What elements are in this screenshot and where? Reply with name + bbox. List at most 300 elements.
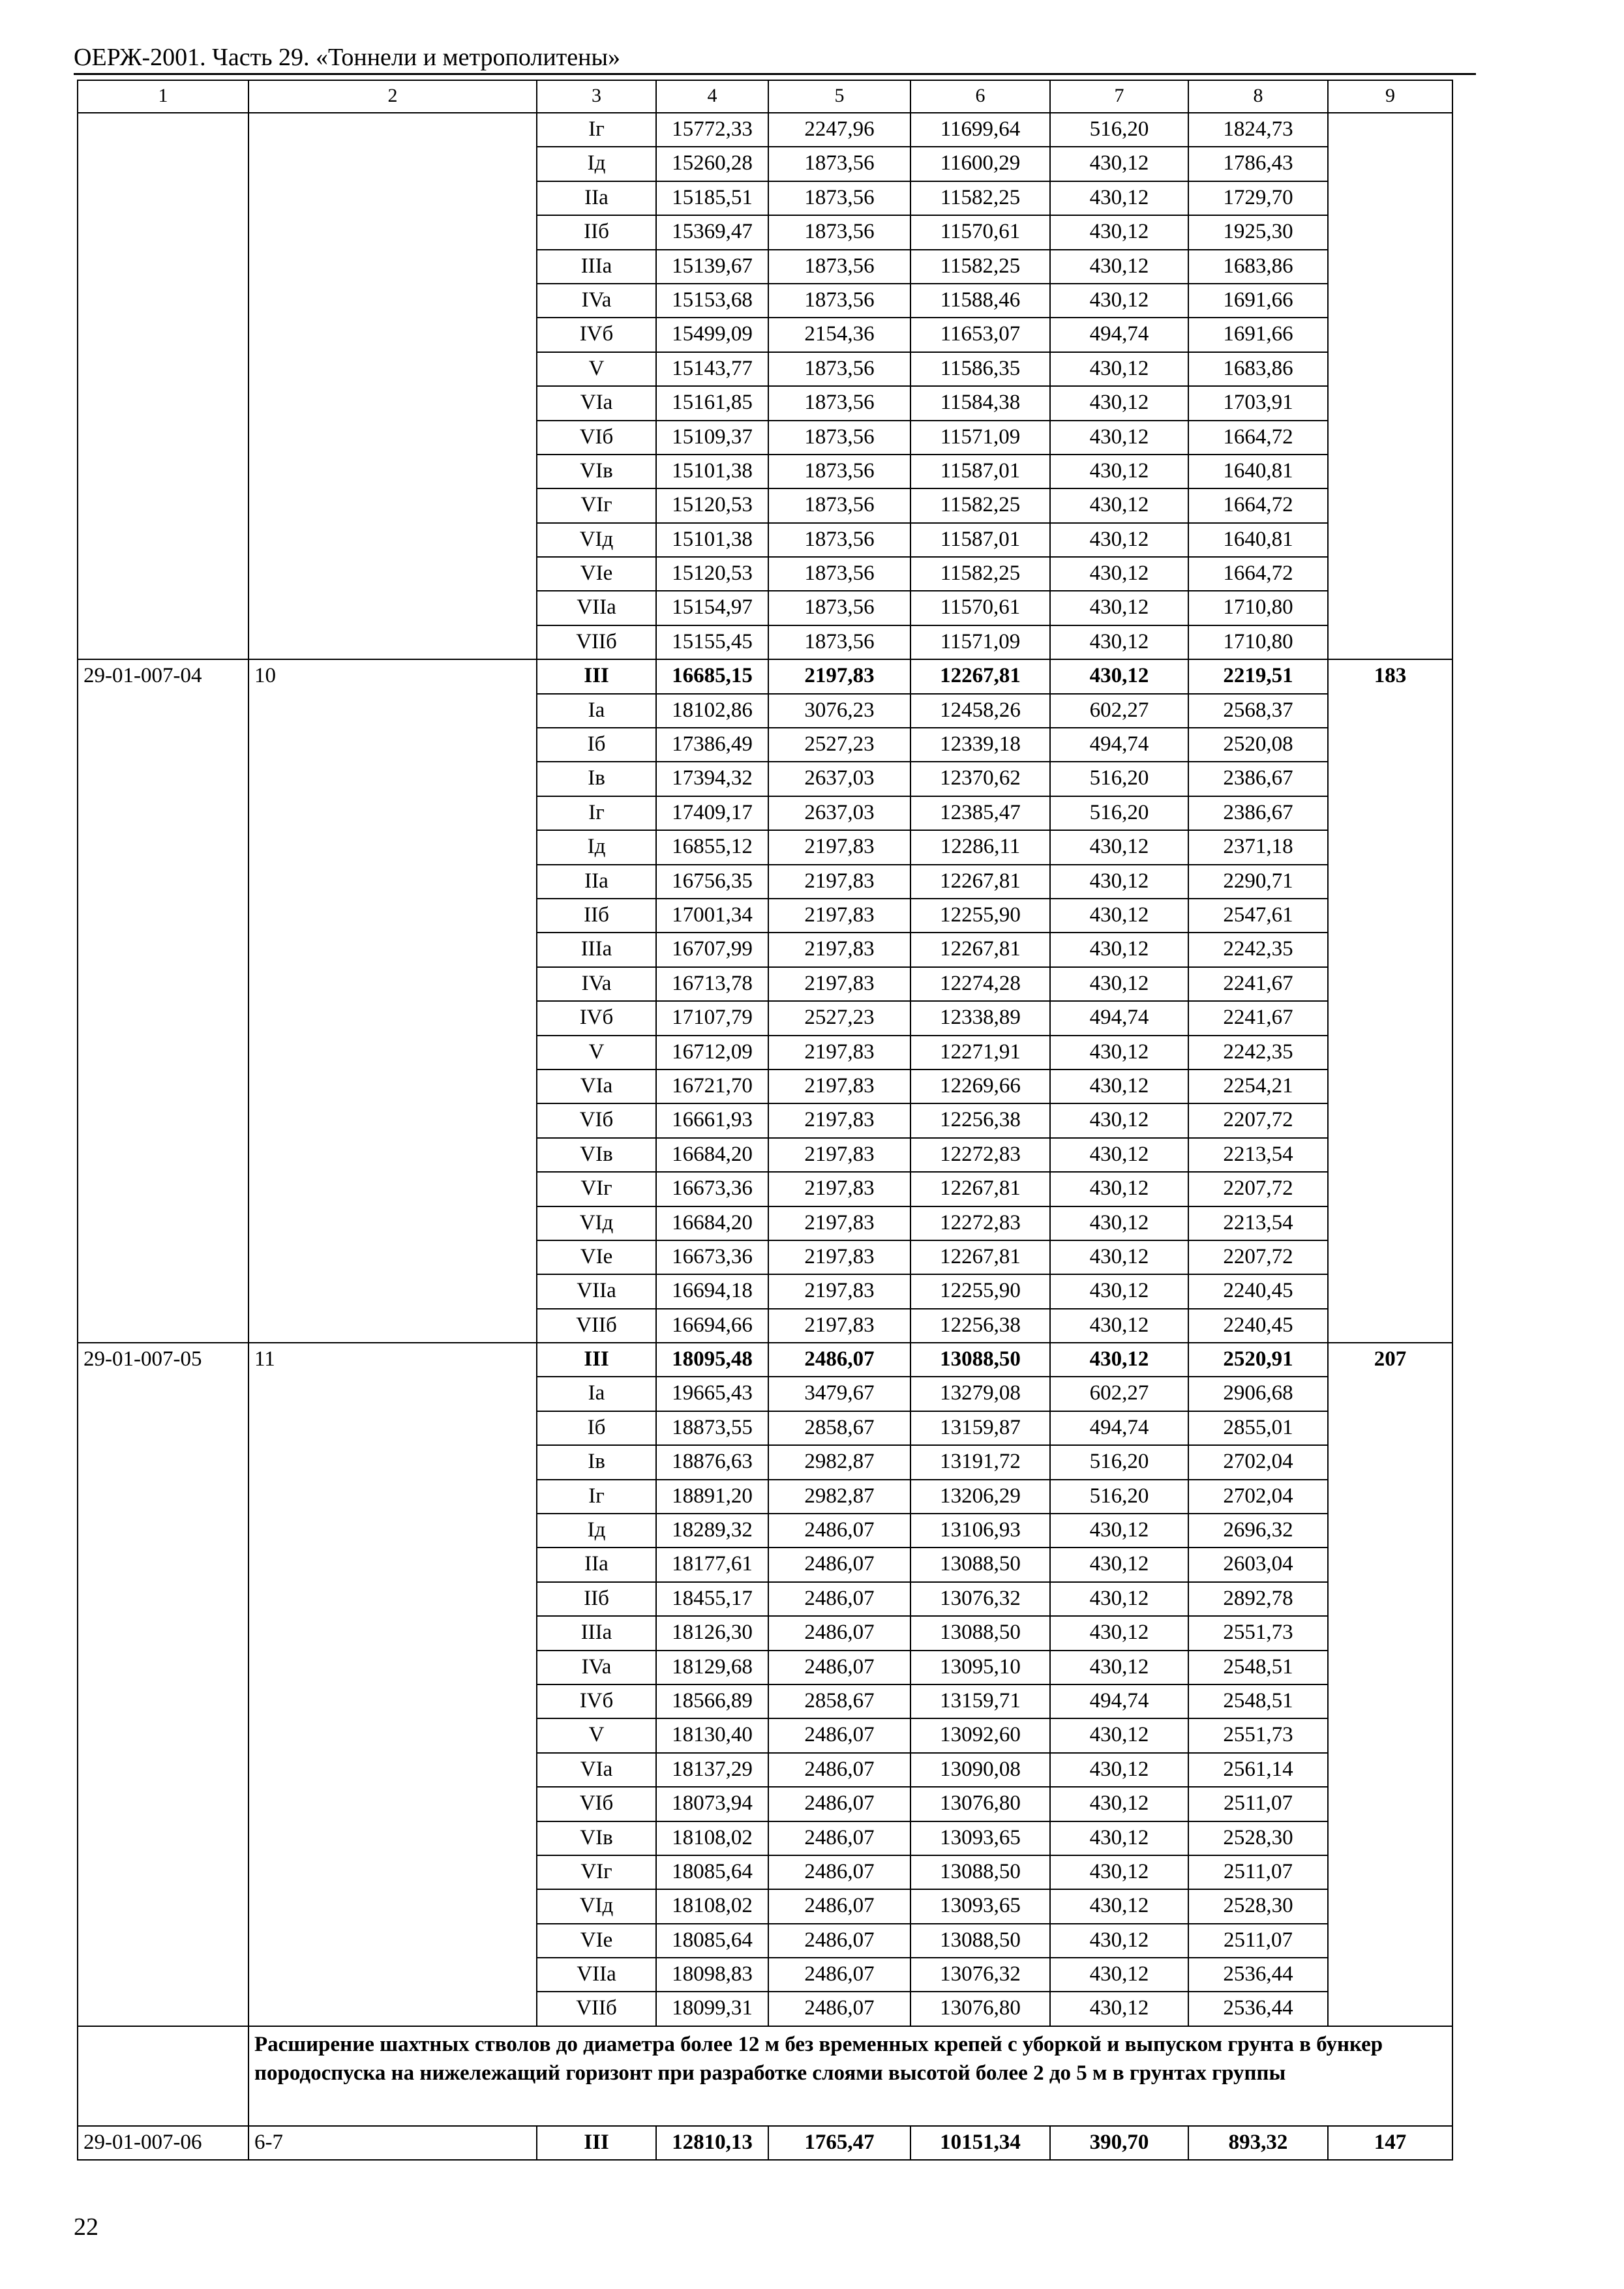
col9-cell xyxy=(1328,1138,1452,1172)
table-row xyxy=(78,1582,1452,1616)
cost-cell: 2486,07 xyxy=(768,1855,910,1889)
rock-category-cell: VIв xyxy=(537,1821,656,1855)
cost-cell: 1710,80 xyxy=(1188,625,1328,659)
col9-cell xyxy=(1328,796,1452,830)
rock-category-cell: IIIa xyxy=(537,933,656,966)
cost-cell: 1691,66 xyxy=(1188,284,1328,318)
code-cell xyxy=(78,1172,248,1206)
cost-cell: 16673,36 xyxy=(656,1240,768,1274)
code-cell xyxy=(78,1616,248,1650)
code-cell xyxy=(78,1582,248,1616)
cost-cell: 17386,49 xyxy=(656,728,768,762)
cost-cell: 2197,83 xyxy=(768,1309,910,1343)
cost-cell: 11699,64 xyxy=(910,113,1050,147)
cost-cell: 2486,07 xyxy=(768,1958,910,1992)
soil-group-cell xyxy=(248,113,537,147)
col9-cell xyxy=(1328,147,1452,181)
col9-cell xyxy=(1328,523,1452,557)
col9-cell xyxy=(1328,625,1452,659)
cost-cell: 11587,01 xyxy=(910,523,1050,557)
cost-cell: 2197,83 xyxy=(768,899,910,933)
soil-group-cell xyxy=(248,1651,537,1684)
table-row xyxy=(78,147,1452,181)
code-cell xyxy=(78,1924,248,1958)
col9-cell xyxy=(1328,1582,1452,1616)
table-row xyxy=(78,1309,1452,1343)
rock-category-cell: IVб xyxy=(537,1001,656,1035)
col9-cell xyxy=(1328,899,1452,933)
cost-cell: 2154,36 xyxy=(768,318,910,352)
col9-cell xyxy=(1328,1377,1452,1411)
col9-cell xyxy=(1328,1240,1452,1274)
table-row xyxy=(78,1206,1452,1240)
table-row xyxy=(78,1036,1452,1070)
soil-group-cell: 6-7 xyxy=(248,2126,537,2160)
cost-cell: 18137,29 xyxy=(656,1753,768,1787)
code-cell xyxy=(78,352,248,386)
cost-cell: 1873,56 xyxy=(768,284,910,318)
cost-cell: 430,12 xyxy=(1050,1103,1188,1137)
col9-cell xyxy=(1328,318,1452,352)
table-row xyxy=(78,796,1452,830)
cost-cell: 16721,70 xyxy=(656,1070,768,1103)
col9-cell xyxy=(1328,1411,1452,1445)
col9-cell: 147 xyxy=(1328,2126,1452,2160)
cost-cell: 13088,50 xyxy=(910,1855,1050,1889)
rock-category-cell: Iд xyxy=(537,1514,656,1548)
cost-cell: 13076,32 xyxy=(910,1582,1050,1616)
cost-cell: 1664,72 xyxy=(1188,421,1328,455)
soil-group-cell xyxy=(248,1821,537,1855)
cost-cell: 1873,56 xyxy=(768,455,910,488)
soil-group-cell xyxy=(248,1172,537,1206)
col9-cell xyxy=(1328,1103,1452,1137)
cost-cell: 12267,81 xyxy=(910,659,1050,693)
soil-group-cell xyxy=(248,488,537,522)
code-cell xyxy=(78,1445,248,1479)
cost-cell: 2240,45 xyxy=(1188,1309,1328,1343)
cost-cell: 2511,07 xyxy=(1188,1924,1328,1958)
code-cell xyxy=(78,215,248,249)
cost-cell: 12255,90 xyxy=(910,899,1050,933)
cost-cell: 2551,73 xyxy=(1188,1616,1328,1650)
column-number: 1 xyxy=(78,80,248,113)
cost-cell: 15185,51 xyxy=(656,181,768,215)
code-cell xyxy=(78,1753,248,1787)
table-row xyxy=(78,455,1452,488)
rock-category-cell: V xyxy=(537,352,656,386)
col9-cell xyxy=(1328,1651,1452,1684)
cost-cell: 18129,68 xyxy=(656,1651,768,1684)
col9-cell xyxy=(1328,1445,1452,1479)
cost-cell: 2548,51 xyxy=(1188,1684,1328,1718)
cost-cell: 1873,56 xyxy=(768,591,910,625)
cost-cell: 12256,38 xyxy=(910,1309,1050,1343)
cost-cell: 2486,07 xyxy=(768,1343,910,1377)
cost-cell: 13088,50 xyxy=(910,1343,1050,1377)
cost-cell: 2858,67 xyxy=(768,1684,910,1718)
column-number: 5 xyxy=(768,80,910,113)
col9-cell xyxy=(1328,1480,1452,1514)
cost-cell: 18876,63 xyxy=(656,1445,768,1479)
cost-cell: 2386,67 xyxy=(1188,762,1328,796)
code-cell xyxy=(78,147,248,181)
cost-cell: 430,12 xyxy=(1050,1206,1188,1240)
cost-cell: 15101,38 xyxy=(656,455,768,488)
cost-cell: 2702,04 xyxy=(1188,1480,1328,1514)
col9-cell xyxy=(1328,1036,1452,1070)
cost-cell: 18126,30 xyxy=(656,1616,768,1650)
cost-cell: 12370,62 xyxy=(910,762,1050,796)
rock-category-cell: Iг xyxy=(537,796,656,830)
rock-category-cell: Iг xyxy=(537,1480,656,1514)
cost-cell: 516,20 xyxy=(1050,1445,1188,1479)
cost-cell: 16707,99 xyxy=(656,933,768,966)
cost-cell: 1765,47 xyxy=(768,2126,910,2160)
cost-cell: 1824,73 xyxy=(1188,113,1328,147)
soil-group-cell xyxy=(248,1958,537,1992)
soil-group-cell xyxy=(248,796,537,830)
table-row xyxy=(78,591,1452,625)
rock-category-cell: VIIб xyxy=(537,625,656,659)
cost-cell: 430,12 xyxy=(1050,1309,1188,1343)
cost-cell: 12286,11 xyxy=(910,830,1050,864)
soil-group-cell xyxy=(248,899,537,933)
table-row xyxy=(78,352,1452,386)
table-row xyxy=(78,1411,1452,1445)
soil-group-cell xyxy=(248,1616,537,1650)
cost-cell: 430,12 xyxy=(1050,1343,1188,1377)
col9-cell xyxy=(1328,1514,1452,1548)
cost-cell: 18098,83 xyxy=(656,1958,768,1992)
cost-cell: 2527,23 xyxy=(768,728,910,762)
rock-category-cell: Iб xyxy=(537,728,656,762)
col9-cell xyxy=(1328,762,1452,796)
cost-cell: 18177,61 xyxy=(656,1548,768,1581)
rock-category-cell: VIIa xyxy=(537,591,656,625)
soil-group-cell xyxy=(248,1718,537,1752)
table-row xyxy=(78,1651,1452,1684)
cost-cell: 494,74 xyxy=(1050,1001,1188,1035)
cost-cell: 1786,43 xyxy=(1188,147,1328,181)
cost-cell: 13159,87 xyxy=(910,1411,1050,1445)
cost-cell: 13092,60 xyxy=(910,1718,1050,1752)
cost-cell: 430,12 xyxy=(1050,1718,1188,1752)
table-row xyxy=(78,1616,1452,1650)
column-number-row xyxy=(78,80,1452,113)
soil-group-cell xyxy=(248,181,537,215)
col9-cell xyxy=(1328,352,1452,386)
cost-cell: 15120,53 xyxy=(656,488,768,522)
cost-cell: 18455,17 xyxy=(656,1582,768,1616)
rock-category-cell: Iб xyxy=(537,1411,656,1445)
cost-cell: 12458,26 xyxy=(910,694,1050,728)
col9-cell xyxy=(1328,386,1452,420)
cost-cell: 15499,09 xyxy=(656,318,768,352)
cost-cell: 430,12 xyxy=(1050,352,1188,386)
cost-cell: 1873,56 xyxy=(768,557,910,591)
cost-cell: 16661,93 xyxy=(656,1103,768,1137)
cost-cell: 494,74 xyxy=(1050,318,1188,352)
cost-cell: 2197,83 xyxy=(768,1138,910,1172)
cost-cell: 16694,66 xyxy=(656,1309,768,1343)
rock-category-cell: VIд xyxy=(537,1206,656,1240)
soil-group-cell xyxy=(248,1206,537,1240)
cost-cell: 2242,35 xyxy=(1188,1036,1328,1070)
cost-cell: 430,12 xyxy=(1050,830,1188,864)
rock-category-cell: IVa xyxy=(537,967,656,1001)
code-cell xyxy=(78,1855,248,1889)
rock-category-cell: IVб xyxy=(537,318,656,352)
column-number: 4 xyxy=(656,80,768,113)
cost-cell: 1729,70 xyxy=(1188,181,1328,215)
column-number: 2 xyxy=(248,80,537,113)
cost-cell: 12385,47 xyxy=(910,796,1050,830)
cost-cell: 18566,89 xyxy=(656,1684,768,1718)
cost-cell: 12267,81 xyxy=(910,865,1050,899)
col9-cell xyxy=(1328,488,1452,522)
col9-cell xyxy=(1328,284,1452,318)
cost-cell: 2197,83 xyxy=(768,1206,910,1240)
cost-cell: 15109,37 xyxy=(656,421,768,455)
cost-cell: 15155,45 xyxy=(656,625,768,659)
rock-category-cell: Iд xyxy=(537,147,656,181)
rock-category-cell: VIe xyxy=(537,557,656,591)
code-cell xyxy=(78,1548,248,1581)
cost-cell: 2511,07 xyxy=(1188,1855,1328,1889)
cost-cell: 2603,04 xyxy=(1188,1548,1328,1581)
table-row xyxy=(78,113,1452,147)
soil-group-cell xyxy=(248,1684,537,1718)
cost-cell: 1664,72 xyxy=(1188,557,1328,591)
cost-cell: 430,12 xyxy=(1050,455,1188,488)
table-row xyxy=(78,933,1452,966)
cost-cell: 2197,83 xyxy=(768,1103,910,1137)
cost-cell: 2207,72 xyxy=(1188,1103,1328,1137)
cost-cell: 13076,32 xyxy=(910,1958,1050,1992)
cost-cell: 1640,81 xyxy=(1188,455,1328,488)
cost-cell: 15772,33 xyxy=(656,113,768,147)
table-row xyxy=(78,899,1452,933)
cost-cell: 430,12 xyxy=(1050,1172,1188,1206)
blank-cell xyxy=(78,2026,248,2126)
rock-category-cell: IIa xyxy=(537,181,656,215)
col9-cell xyxy=(1328,591,1452,625)
cost-cell: 12274,28 xyxy=(910,967,1050,1001)
cost-cell: 16673,36 xyxy=(656,1172,768,1206)
rock-category-cell: VIг xyxy=(537,488,656,522)
column-number: 6 xyxy=(910,80,1050,113)
cost-cell: 430,12 xyxy=(1050,386,1188,420)
cost-cell: 18085,64 xyxy=(656,1924,768,1958)
cost-cell: 2568,37 xyxy=(1188,694,1328,728)
cost-cell: 2197,83 xyxy=(768,967,910,1001)
code-cell xyxy=(78,1377,248,1411)
cost-cell: 430,12 xyxy=(1050,1992,1188,2026)
rock-category-cell: Iв xyxy=(537,1445,656,1479)
cost-cell: 494,74 xyxy=(1050,1411,1188,1445)
soil-group-cell xyxy=(248,250,537,284)
rock-category-cell: Iв xyxy=(537,762,656,796)
col9-cell xyxy=(1328,1718,1452,1752)
cost-cell: 1873,56 xyxy=(768,215,910,249)
cost-cell: 2242,35 xyxy=(1188,933,1328,966)
rock-category-cell: VIд xyxy=(537,523,656,557)
col9-cell xyxy=(1328,1548,1452,1581)
rock-category-cell: Ia xyxy=(537,694,656,728)
code-cell xyxy=(78,1787,248,1821)
cost-cell: 2486,07 xyxy=(768,1718,910,1752)
code-cell xyxy=(78,250,248,284)
cost-cell: 430,12 xyxy=(1050,523,1188,557)
rock-category-cell: IVa xyxy=(537,1651,656,1684)
cost-cell: 430,12 xyxy=(1050,1958,1188,1992)
cost-cell: 2241,67 xyxy=(1188,967,1328,1001)
code-cell xyxy=(78,1480,248,1514)
cost-cell: 11653,07 xyxy=(910,318,1050,352)
cost-cell: 390,70 xyxy=(1050,2126,1188,2160)
col9-cell xyxy=(1328,421,1452,455)
code-cell xyxy=(78,1240,248,1274)
cost-cell: 2486,07 xyxy=(768,1616,910,1650)
rock-category-cell: Ia xyxy=(537,1377,656,1411)
section-description: Расширение шахтных стволов до диаметра более 12 м без временных крепей с уборкой и выпуском грунта в бункер породоспуска на нижележащий горизонт при разработке слоями высотой более 2 до 5 м в грунтах группы xyxy=(248,2026,1452,2126)
table-row xyxy=(78,1445,1452,1479)
cost-cell: 2520,91 xyxy=(1188,1343,1328,1377)
cost-cell: 16756,35 xyxy=(656,865,768,899)
section-description-row xyxy=(78,2026,1452,2126)
cost-cell: 15101,38 xyxy=(656,523,768,557)
code-cell xyxy=(78,625,248,659)
soil-group-cell xyxy=(248,352,537,386)
col9-cell xyxy=(1328,1855,1452,1889)
cost-cell: 2486,07 xyxy=(768,1992,910,2026)
cost-cell: 2536,44 xyxy=(1188,1958,1328,1992)
table-row xyxy=(78,625,1452,659)
cost-cell: 430,12 xyxy=(1050,215,1188,249)
column-number: 7 xyxy=(1050,80,1188,113)
code-cell xyxy=(78,694,248,728)
table-row xyxy=(78,830,1452,864)
rock-category-cell: III xyxy=(537,2126,656,2160)
col9-cell xyxy=(1328,113,1452,147)
cost-cell: 893,32 xyxy=(1188,2126,1328,2160)
cost-cell: 430,12 xyxy=(1050,1274,1188,1308)
cost-cell: 18095,48 xyxy=(656,1343,768,1377)
soil-group-cell xyxy=(248,762,537,796)
cost-cell: 12338,89 xyxy=(910,1001,1050,1035)
col9-cell xyxy=(1328,1001,1452,1035)
cost-cell: 16685,15 xyxy=(656,659,768,693)
soil-group-cell xyxy=(248,1787,537,1821)
col9-cell xyxy=(1328,1924,1452,1958)
cost-cell: 430,12 xyxy=(1050,488,1188,522)
code-cell xyxy=(78,1138,248,1172)
cost-cell: 2197,83 xyxy=(768,830,910,864)
cost-cell: 11586,35 xyxy=(910,352,1050,386)
cost-cell: 18073,94 xyxy=(656,1787,768,1821)
cost-cell: 13076,80 xyxy=(910,1787,1050,1821)
cost-cell: 516,20 xyxy=(1050,113,1188,147)
cost-cell: 430,12 xyxy=(1050,1240,1188,1274)
table-row xyxy=(78,1480,1452,1514)
cost-cell: 13206,29 xyxy=(910,1480,1050,1514)
cost-cell: 17001,34 xyxy=(656,899,768,933)
cost-cell: 1873,56 xyxy=(768,386,910,420)
cost-cell: 12255,90 xyxy=(910,1274,1050,1308)
col9-cell xyxy=(1328,1684,1452,1718)
cost-cell: 13090,08 xyxy=(910,1753,1050,1787)
table-row xyxy=(78,1138,1452,1172)
soil-group-cell xyxy=(248,1855,537,1889)
cost-cell: 1873,56 xyxy=(768,488,910,522)
cost-cell: 2696,32 xyxy=(1188,1514,1328,1548)
soil-group-cell: 10 xyxy=(248,659,537,693)
rock-category-cell: IIб xyxy=(537,1582,656,1616)
cost-cell: 2548,51 xyxy=(1188,1651,1328,1684)
cost-cell: 2207,72 xyxy=(1188,1172,1328,1206)
cost-cell: 430,12 xyxy=(1050,1787,1188,1821)
cost-cell: 2486,07 xyxy=(768,1582,910,1616)
table-row xyxy=(78,488,1452,522)
table-row xyxy=(78,181,1452,215)
cost-cell: 1873,56 xyxy=(768,147,910,181)
cost-cell: 1925,30 xyxy=(1188,215,1328,249)
code-cell xyxy=(78,1103,248,1137)
code-cell xyxy=(78,455,248,488)
cost-cell: 13088,50 xyxy=(910,1924,1050,1958)
soil-group-cell xyxy=(248,625,537,659)
rock-category-cell: IIIa xyxy=(537,1616,656,1650)
code-cell xyxy=(78,181,248,215)
soil-group-cell xyxy=(248,694,537,728)
cost-cell: 1710,80 xyxy=(1188,591,1328,625)
col9-cell xyxy=(1328,557,1452,591)
col9-cell xyxy=(1328,1274,1452,1308)
code-cell xyxy=(78,967,248,1001)
cost-cell: 2197,83 xyxy=(768,1036,910,1070)
col9-cell xyxy=(1328,1821,1452,1855)
table-row xyxy=(78,1103,1452,1137)
code-cell xyxy=(78,1651,248,1684)
cost-cell: 2486,07 xyxy=(768,1924,910,1958)
cost-cell: 11582,25 xyxy=(910,181,1050,215)
rock-category-cell: Iд xyxy=(537,830,656,864)
cost-cell: 1873,56 xyxy=(768,523,910,557)
running-header: ОЕРЖ-2001. Часть 29. «Тоннели и метрополитены» xyxy=(74,44,621,71)
cost-cell: 3479,67 xyxy=(768,1377,910,1411)
table-row xyxy=(78,1172,1452,1206)
cost-cell: 12267,81 xyxy=(910,1172,1050,1206)
cost-cell: 2486,07 xyxy=(768,1514,910,1548)
cost-cell: 12256,38 xyxy=(910,1103,1050,1137)
rock-category-cell: VIe xyxy=(537,1924,656,1958)
cost-cell: 430,12 xyxy=(1050,1889,1188,1923)
soil-group-cell xyxy=(248,1138,537,1172)
cost-cell: 11587,01 xyxy=(910,455,1050,488)
cost-cell: 2536,44 xyxy=(1188,1992,1328,2026)
cost-cell: 3076,23 xyxy=(768,694,910,728)
cost-cell: 15120,53 xyxy=(656,557,768,591)
column-number: 8 xyxy=(1188,80,1328,113)
cost-cell: 11588,46 xyxy=(910,284,1050,318)
soil-group-cell xyxy=(248,1103,537,1137)
cost-cell: 1691,66 xyxy=(1188,318,1328,352)
cost-cell: 12810,13 xyxy=(656,2126,768,2160)
code-cell xyxy=(78,1821,248,1855)
rock-category-cell: VIб xyxy=(537,1787,656,1821)
cost-cell: 1683,86 xyxy=(1188,250,1328,284)
